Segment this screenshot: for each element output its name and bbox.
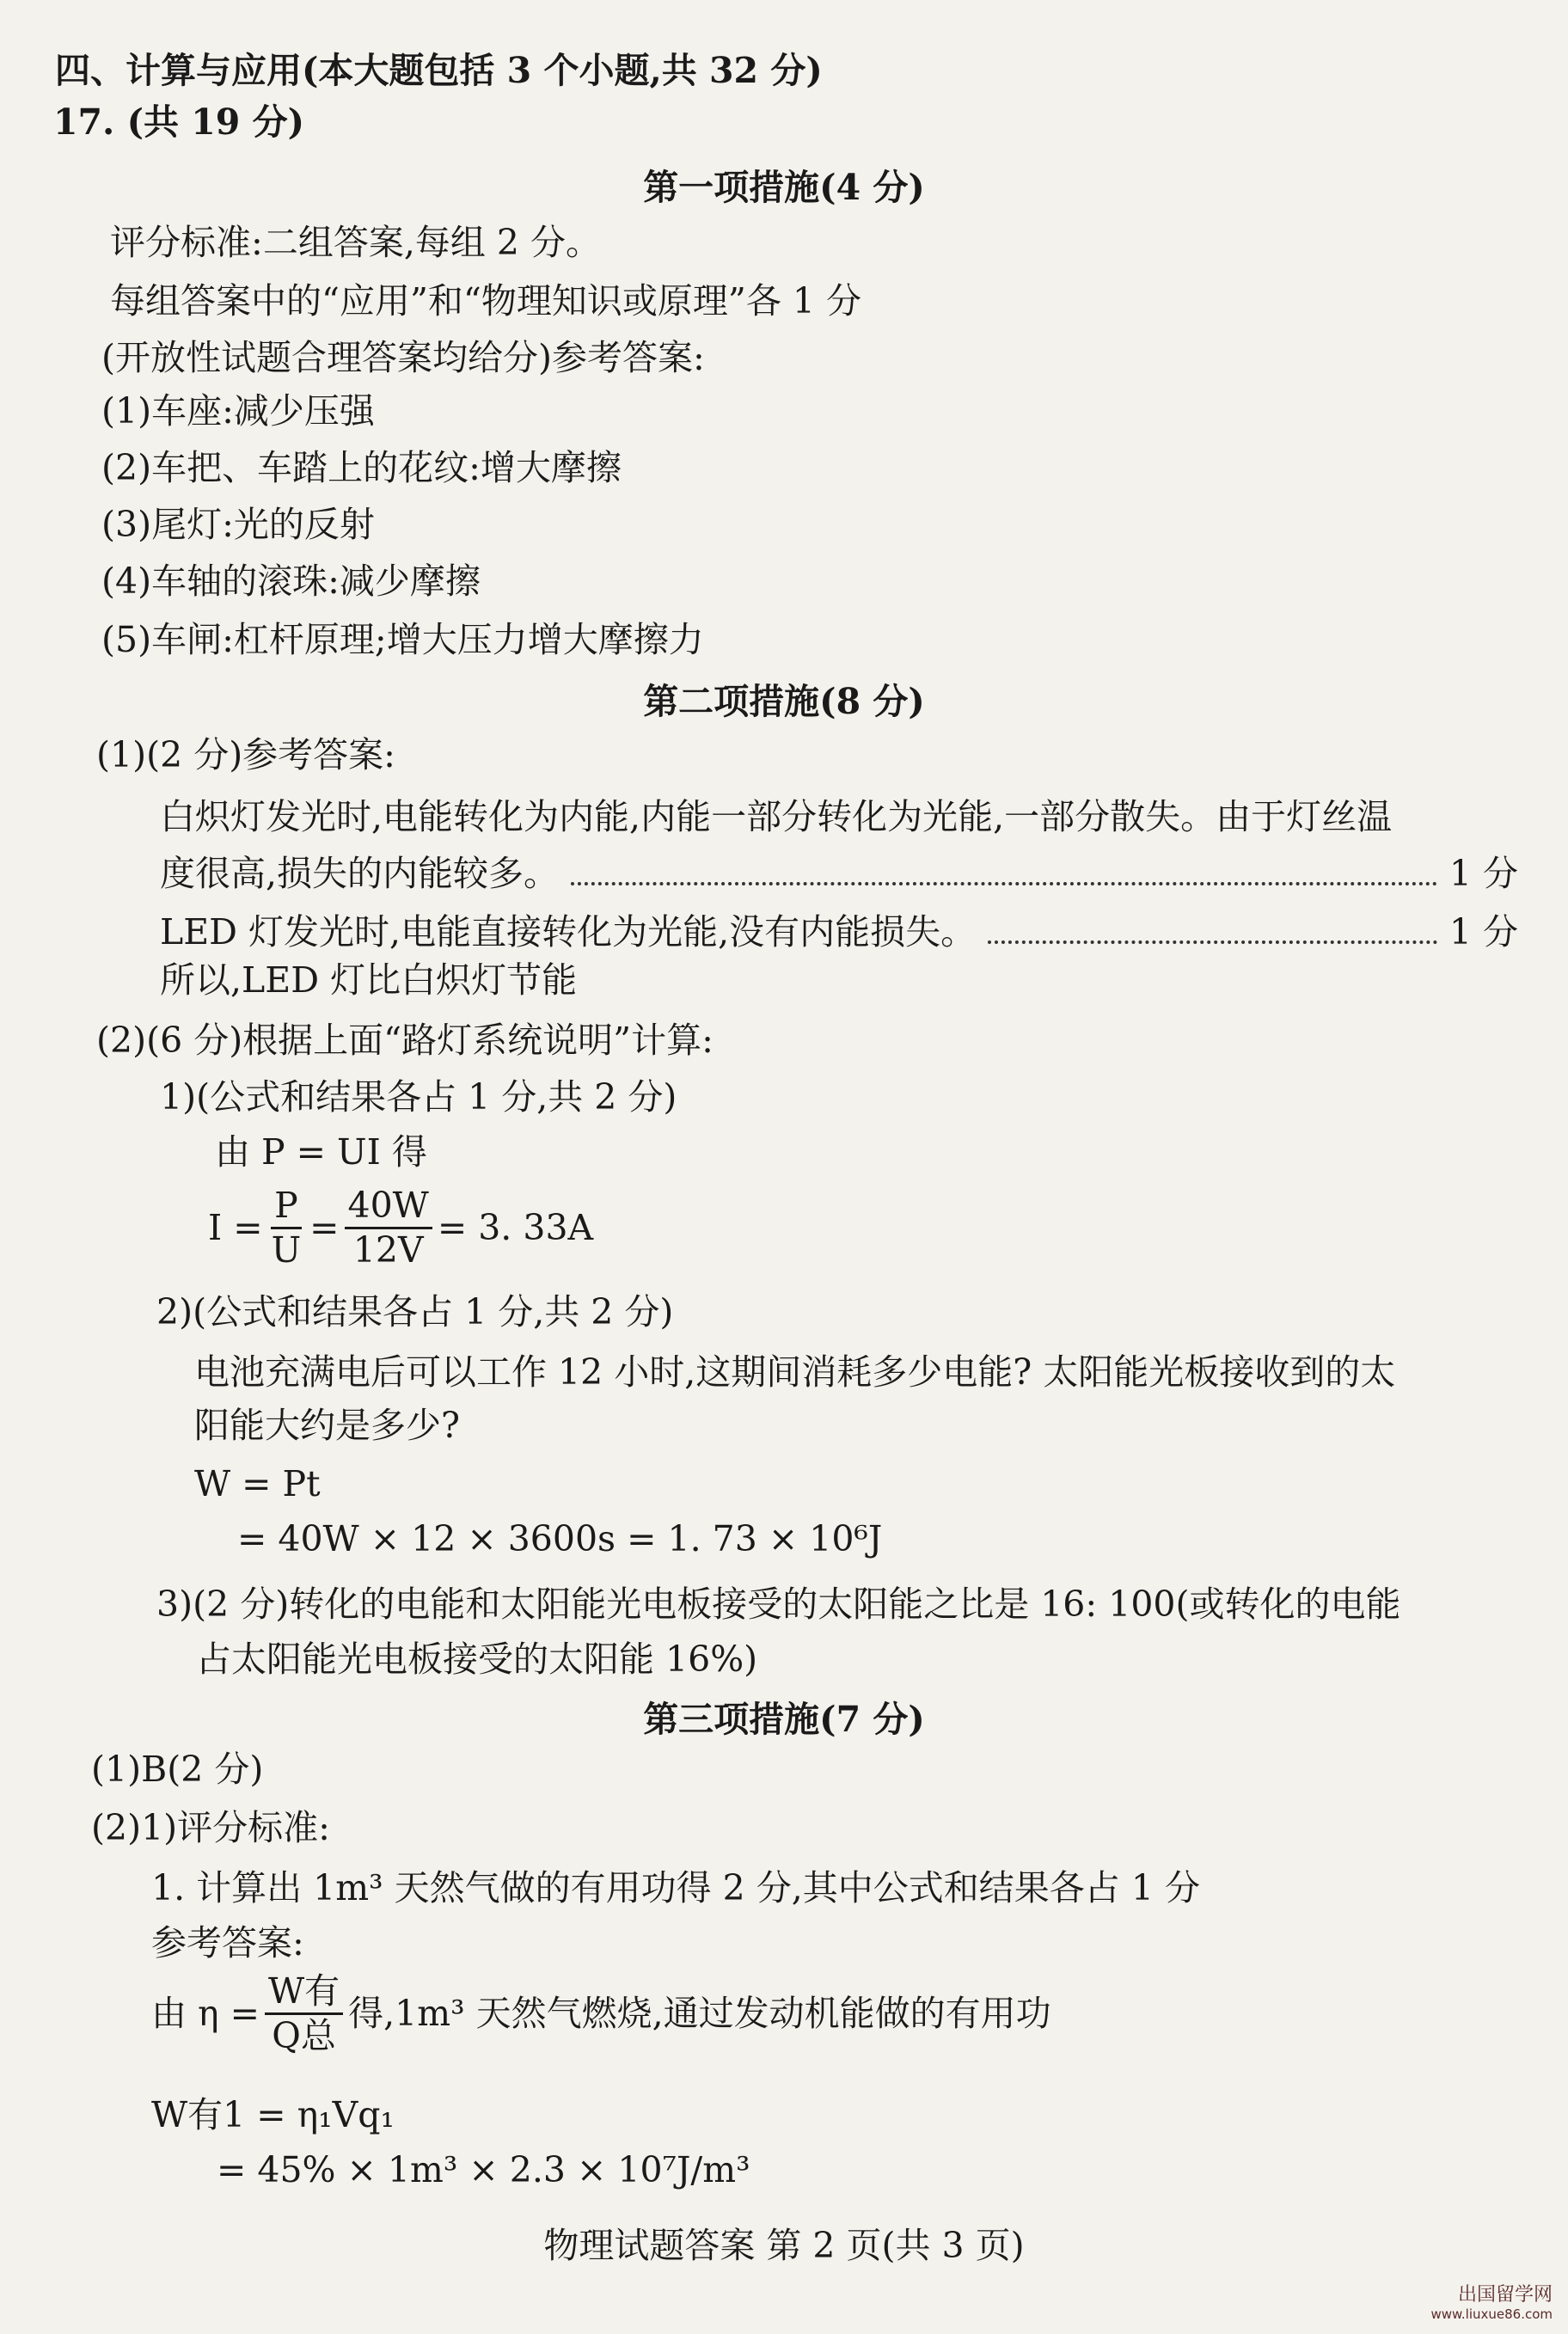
- leader-dots: [988, 940, 1437, 944]
- question-text: 电池充满电后可以工作 12 小时,这期间消耗多少电能? 太阳能光板接收到的太: [194, 1351, 1396, 1393]
- score-value: 1 分: [1449, 911, 1518, 953]
- formula-lhs: 由 η =: [151, 1993, 260, 2034]
- answer-text: 3)(2 分)转化的电能和太阳能光电板接受的太阳能之比是 16: 100(或转化的电能: [156, 1584, 1401, 1625]
- answer-text: LED 灯发光时,电能直接转化为光能,没有内能损失。: [160, 911, 977, 953]
- scoring-heading: (2)1)评分标准:: [91, 1807, 330, 1848]
- part-1-heading: (1)(2 分)参考答案:: [96, 734, 395, 775]
- scoring-rule-detail: 每组答案中的“应用”和“物理知识或原理”各 1 分: [110, 280, 861, 322]
- formula-lhs: I =: [208, 1207, 263, 1248]
- scoring-rule: 1. 计算出 1m³ 天然气做的有用功得 2 分,其中公式和结果各占 1 分: [151, 1867, 1200, 1908]
- formula-line: = 40W × 12 × 3600s = 1. 73 × 10⁶J: [237, 1518, 883, 1559]
- formula-line: W有1 = η₁Vq₁: [151, 2094, 395, 2135]
- score-value: 1 分: [1449, 853, 1518, 894]
- sub-heading: 1)(公式和结果各占 1 分,共 2 分): [160, 1076, 677, 1118]
- watermark-name: 出国留学网: [1457, 2284, 1553, 2306]
- part-2-heading: (2)(6 分)根据上面“路灯系统说明”计算:: [96, 1020, 714, 1061]
- fraction-values: [345, 1185, 432, 1271]
- formula-line: W = Pt: [194, 1463, 321, 1504]
- denominator: Q总: [272, 2015, 336, 2056]
- answer-text: 度很高,损失的内能较多。: [160, 853, 560, 894]
- page-footer: 物理试题答案 第 2 页(共 3 页): [543, 2225, 1025, 2266]
- answer-item: (4)车轴的滚珠:减少摩擦: [101, 561, 481, 602]
- denominator: U: [271, 1229, 302, 1271]
- numerator: 40W: [345, 1188, 432, 1229]
- answer-text: 白炽灯发光时,电能转化为内能,内能一部分转化为光能,一部分散失。由于灯丝温: [160, 796, 1393, 837]
- score-row: [160, 911, 1518, 953]
- open-answer-note: (开放性试题合理答案均给分)参考答案:: [101, 337, 705, 378]
- measure-2-title: 第二项措施(8 分): [643, 681, 925, 722]
- section-title: 四、计算与应用(本大题包括 3 个小题,共 32 分): [55, 50, 823, 91]
- measure-3-title: 第三项措施(7 分): [643, 1699, 925, 1740]
- numerator: P: [271, 1188, 302, 1229]
- question-text: 阳能大约是多少?: [194, 1405, 460, 1446]
- formula-line: = 45% × 1m³ × 2.3 × 10⁷J/m³: [217, 2149, 750, 2190]
- measure-1-title: 第一项措施(4 分): [643, 167, 925, 208]
- question-number: 17. (共 19 分): [53, 101, 305, 143]
- watermark-url: www.liuxue86.com: [1430, 2306, 1553, 2322]
- scoring-rule: 评分标准:二组答案,每组 2 分。: [110, 222, 601, 263]
- fraction-p-over-u: [268, 1185, 305, 1271]
- formula-line: 由 P = UI 得: [215, 1131, 427, 1173]
- formula-result: = 3. 33A: [437, 1207, 594, 1248]
- reference-label: 参考答案:: [151, 1922, 304, 1963]
- answer-item: (2)车把、车踏上的花纹:增大摩擦: [101, 447, 622, 488]
- efficiency-formula: [151, 1970, 1051, 2056]
- sub-heading: 2)(公式和结果各占 1 分,共 2 分): [156, 1291, 674, 1332]
- equals-sign: =: [309, 1207, 340, 1248]
- leader-dots: [571, 882, 1437, 885]
- formula-text: 得,1m³ 天然气燃烧,通过发动机能做的有用功: [348, 1993, 1051, 2034]
- answer-item: (5)车闸:杠杆原理;增大压力增大摩擦力: [101, 619, 704, 660]
- numerator: W有: [265, 1974, 343, 2015]
- answer-text: 占太阳能光电板接受的太阳能 16%): [196, 1639, 758, 1680]
- score-row: [160, 853, 1518, 894]
- watermark-logo: [1430, 2280, 1553, 2322]
- answer-item: (1)车座:减少压强: [101, 390, 375, 432]
- answer-item: (3)尾灯:光的反射: [101, 504, 375, 545]
- denominator: 12V: [352, 1229, 424, 1271]
- answer-item: (1)B(2 分): [91, 1749, 264, 1790]
- answer-text: 所以,LED 灯比白炽灯节能: [160, 959, 578, 1001]
- current-formula: [208, 1185, 594, 1271]
- fraction-w-over-q: [265, 1970, 343, 2056]
